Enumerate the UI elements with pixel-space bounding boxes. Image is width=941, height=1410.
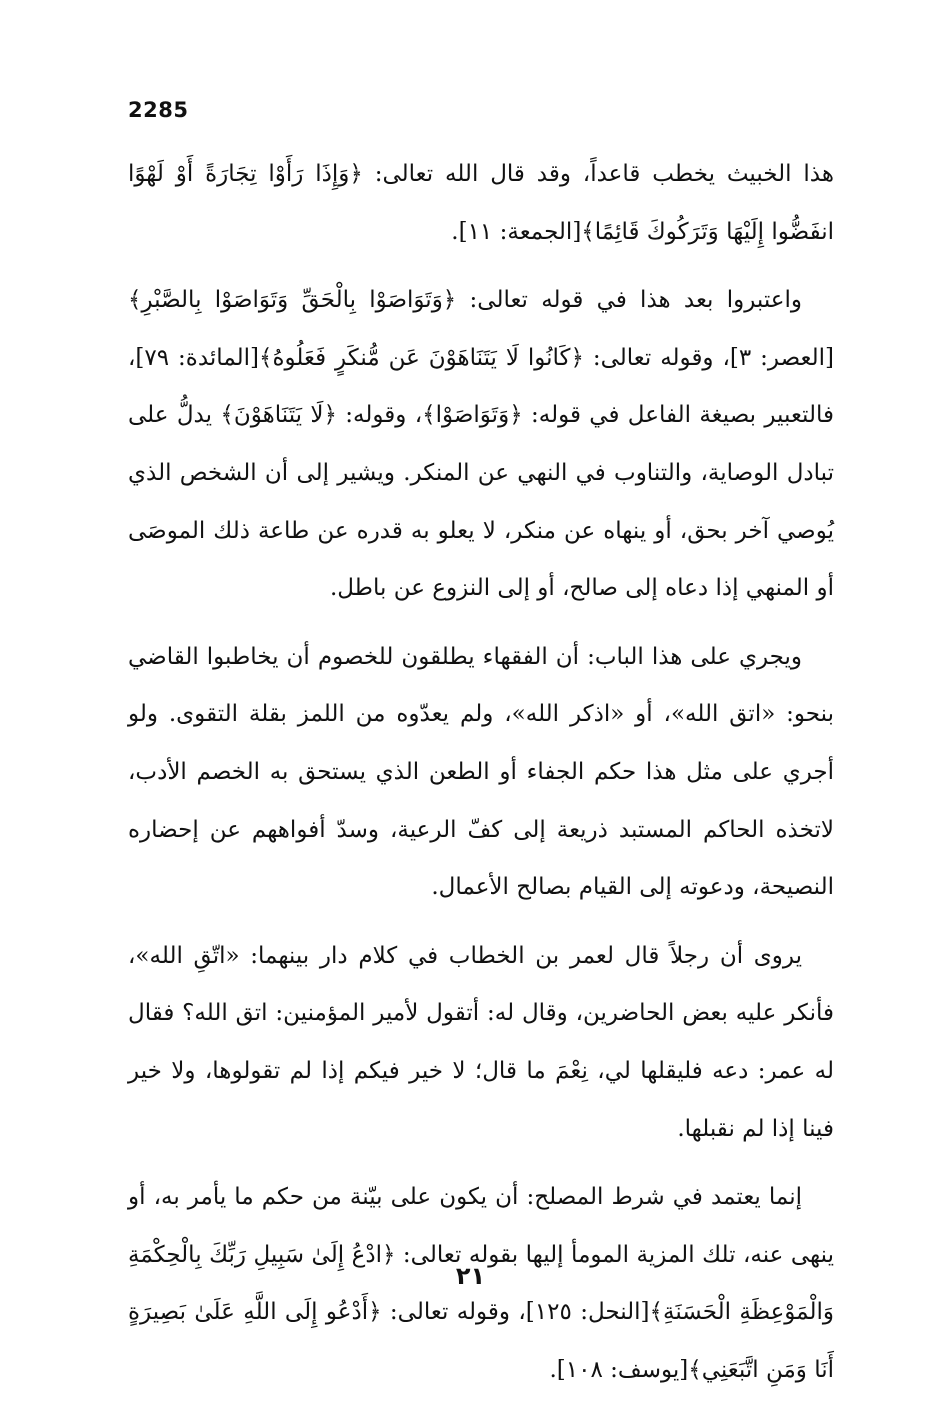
- paragraph: هذا الخبيث يخطب قاعداً، وقد قال الله تعالى: ﴿وَإِذَا رَأَوْا تِجَارَةً أَوْ لَهْوًا انفَضُّوا إِلَيْهَا وَتَرَكُوكَ قَائِمًا﴾[الجمعة: ١١].: [128, 161, 834, 245]
- body-text: [128, 146, 834, 1410]
- paragraph: يروى أن رجلاً قال لعمر بن الخطاب في كلام دار بينهما: «اتّقِ الله»، فأنكر عليه بعض الحاضرين، وقال له: أتقول لأمير المؤمنين: اتق الله؟ فقال له عمر: دعه فليقلها لي، نِعْمَ ما قال؛ لا خير فيكم إذا لم تقولوها، ولا خير فينا إذا لم نقبلها.: [128, 942, 834, 1142]
- paragraph: إنما يعتمد في شرط المصلح: أن يكون على بيّنة من حكم ما يأمر به، أو ينهى عنه، تلك المزية المومأ إليها بقوله تعالى: ﴿ادْعُ إِلَىٰ سَبِيلِ رَبِّكَ بِالْحِكْمَةِ وَالْمَوْعِظَةِ الْحَسَنَةِ﴾[النحل: ١٢٥]، وقوله تعالى: ﴿أَدْعُو إِلَى اللَّهِ عَلَىٰ بَصِيرَةٍ أَنَا وَمَنِ اتَّبَعَنِي﴾[يوسف: ١٠٨].: [128, 1184, 834, 1383]
- page-number-top: 2285: [128, 98, 189, 122]
- paragraph: واعتبروا بعد هذا في قوله تعالى: ﴿وَتَوَاصَوْا بِالْحَقِّ وَتَوَاصَوْا بِالصَّبْرِ﴾[العصر: ٣]، وقوله تعالى: ﴿كَانُوا لَا يَتَنَاهَوْنَ عَن مُّنكَرٍ فَعَلُوهُ﴾[المائدة: ٧٩]، فالتعبير بصيغة الفاعل في قوله: ﴿وَتَوَاصَوْا﴾، وقوله: ﴿لَا يَتَنَاهَوْنَ﴾ يدلُّ على تبادل الوصاية، والتناوب في النهي عن المنكر. ويشير إلى أن الشخص الذي يُوصي آخر بحق، أو ينهاه عن منكر، لا يعلو به قدره عن طاعة ذلك الموصَى أو المنهي إذا دعاه إلى صالح، أو إلى النزوع عن باطل.: [128, 287, 834, 602]
- paragraph: ويجري على هذا الباب: أن الفقهاء يطلقون للخصوم أن يخاطبوا القاضي بنحو: «اتق الله»، أو «اذكر الله»، ولم يعدّوه من اللمز بقلة التقوى. ولو أجري على مثل هذا حكم الجفاء أو الطعن الذي يستحق به الخصم الأدب، لاتخذه الحاكم المستبد ذريعة إلى كفّ الرعية، وسدّ أفواههم عن إحضاره النصيحة، ودعوته إلى القيام بصالح الأعمال.: [128, 643, 834, 901]
- page-number-bottom: ٢١: [455, 1262, 486, 1290]
